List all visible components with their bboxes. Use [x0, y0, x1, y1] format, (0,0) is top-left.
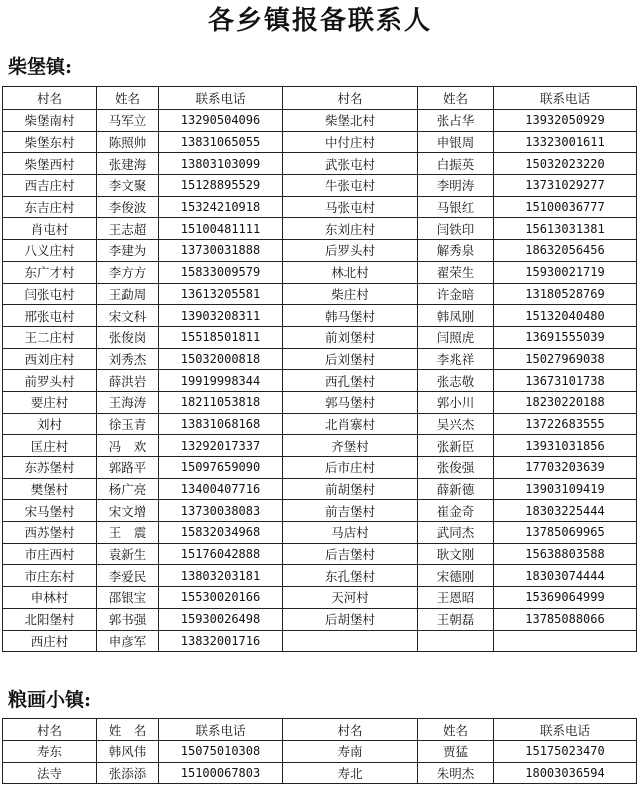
contact-name-cell: 张俊岗	[97, 326, 159, 348]
village-name-cell: 东吉庄村	[3, 196, 97, 218]
village-name-cell: 后刘堡村	[283, 348, 418, 370]
phone-number-cell: 13803103099	[159, 153, 283, 175]
phone-number-cell: 13785088066	[494, 608, 637, 630]
contact-name-cell: 张新臣	[418, 435, 494, 457]
table-header-row	[3, 87, 637, 110]
phone-number-cell: 13180528769	[494, 283, 637, 305]
column-header: 村名	[3, 719, 97, 741]
village-name-cell: 寿东	[3, 741, 97, 763]
contact-name-cell: 张志敬	[418, 370, 494, 392]
contact-name-cell: 马银红	[418, 196, 494, 218]
table-row	[3, 110, 637, 132]
contact-name-cell: 刘秀杰	[97, 348, 159, 370]
village-name-cell: 要庄村	[3, 391, 97, 413]
contact-name-cell	[418, 630, 494, 652]
contact-name-cell: 王海涛	[97, 391, 159, 413]
village-name-cell: 闫张屯村	[3, 283, 97, 305]
contact-name-cell: 马军立	[97, 110, 159, 132]
phone-number-cell: 13785069965	[494, 522, 637, 544]
table-row	[3, 630, 637, 652]
contact-name-cell: 耿文刚	[418, 543, 494, 565]
contact-name-cell: 朱明杰	[418, 762, 494, 784]
contact-name-cell: 闫照虎	[418, 326, 494, 348]
phone-number-cell: 18230220188	[494, 391, 637, 413]
contact-name-cell: 武同杰	[418, 522, 494, 544]
village-name-cell: 东孔堡村	[283, 565, 418, 587]
phone-number-cell: 15930021719	[494, 261, 637, 283]
column-header: 联系电话	[494, 719, 637, 741]
contact-name-cell: 张建海	[97, 153, 159, 175]
village-name-cell: 寿北	[283, 762, 418, 784]
table-row	[3, 608, 637, 630]
phone-number-cell: 13931031856	[494, 435, 637, 457]
column-header: 村名	[283, 719, 418, 741]
phone-number-cell: 19919998344	[159, 370, 283, 392]
table-row	[3, 435, 637, 457]
table-row	[3, 131, 637, 153]
table-row	[3, 543, 637, 565]
village-name-cell: 刘村	[3, 413, 97, 435]
table-row	[3, 370, 637, 392]
village-name-cell: 前刘堡村	[283, 326, 418, 348]
village-name-cell: 西庄村	[3, 630, 97, 652]
village-name-cell: 中付庄村	[283, 131, 418, 153]
table-row	[3, 305, 637, 327]
phone-number-cell: 18003036594	[494, 762, 637, 784]
contact-name-cell: 张添添	[97, 762, 159, 784]
table-row	[3, 522, 637, 544]
phone-number-cell: 15638803588	[494, 543, 637, 565]
village-name-cell: 后罗头村	[283, 240, 418, 262]
contact-name-cell: 许金暗	[418, 283, 494, 305]
phone-number-cell: 18303225444	[494, 500, 637, 522]
contact-name-cell: 贾猛	[418, 741, 494, 763]
village-name-cell: 韩马堡村	[283, 305, 418, 327]
phone-number-cell: 15100036777	[494, 196, 637, 218]
table-row	[3, 413, 637, 435]
village-name-cell: 北阳堡村	[3, 608, 97, 630]
table-row	[3, 500, 637, 522]
table-row	[3, 283, 637, 305]
phone-number-cell	[494, 630, 637, 652]
phone-number-cell: 15833009579	[159, 261, 283, 283]
village-name-cell: 王二庄村	[3, 326, 97, 348]
phone-number-cell: 15075010308	[159, 741, 283, 763]
village-name-cell: 武张屯村	[283, 153, 418, 175]
village-name-cell: 天河村	[283, 587, 418, 609]
phone-number-cell: 13691555039	[494, 326, 637, 348]
phone-number-cell: 13290504096	[159, 110, 283, 132]
phone-number-cell: 18303074444	[494, 565, 637, 587]
village-name-cell: 柴堡西村	[3, 153, 97, 175]
table-row	[3, 326, 637, 348]
village-name-cell: 前胡堡村	[283, 478, 418, 500]
contact-name-cell: 陈照帅	[97, 131, 159, 153]
village-name-cell: 樊堡村	[3, 478, 97, 500]
phone-number-cell: 15032000818	[159, 348, 283, 370]
phone-number-cell: 13731029277	[494, 175, 637, 197]
phone-number-cell: 13831068168	[159, 413, 283, 435]
table-row	[3, 261, 637, 283]
village-name-cell: 齐堡村	[283, 435, 418, 457]
village-name-cell: 柴堡北村	[283, 110, 418, 132]
table-header-row	[3, 719, 637, 741]
phone-number-cell: 13400407716	[159, 478, 283, 500]
phone-number-cell: 15175023470	[494, 741, 637, 763]
contact-name-cell: 李明涛	[418, 175, 494, 197]
village-name-cell: 匡庄村	[3, 435, 97, 457]
phone-number-cell: 15518501811	[159, 326, 283, 348]
contact-name-cell: 王志超	[97, 218, 159, 240]
contact-name-cell: 张占华	[418, 110, 494, 132]
village-name-cell: 市庄西村	[3, 543, 97, 565]
phone-number-cell: 13323001611	[494, 131, 637, 153]
village-name-cell: 邢张屯村	[3, 305, 97, 327]
contact-name-cell: 徐玉青	[97, 413, 159, 435]
village-name-cell: 牛张屯村	[283, 175, 418, 197]
village-name-cell: 寿南	[283, 741, 418, 763]
village-name-cell: 柴堡东村	[3, 131, 97, 153]
phone-number-cell: 15930026498	[159, 608, 283, 630]
village-name-cell: 前罗头村	[3, 370, 97, 392]
village-name-cell: 东苏堡村	[3, 457, 97, 479]
phone-number-cell: 15027969038	[494, 348, 637, 370]
phone-number-cell: 13903109419	[494, 478, 637, 500]
village-name-cell: 后胡堡村	[283, 608, 418, 630]
village-name-cell: 申林村	[3, 587, 97, 609]
column-header: 姓 名	[97, 719, 159, 741]
contact-name-cell: 吴兴杰	[418, 413, 494, 435]
phone-number-cell: 15613031381	[494, 218, 637, 240]
contact-name-cell: 王朝磊	[418, 608, 494, 630]
table-row	[3, 565, 637, 587]
contact-name-cell: 薛新德	[418, 478, 494, 500]
phone-number-cell: 17703203639	[494, 457, 637, 479]
village-name-cell: 西苏堡村	[3, 522, 97, 544]
contact-name-cell: 宋文增	[97, 500, 159, 522]
contact-name-cell: 李俊波	[97, 196, 159, 218]
phone-number-cell: 13903208311	[159, 305, 283, 327]
contact-name-cell: 薛洪岩	[97, 370, 159, 392]
table-row	[3, 196, 637, 218]
contact-name-cell: 郭路平	[97, 457, 159, 479]
table-row	[3, 240, 637, 262]
section-title-lianghua: 粮画小镇:	[8, 689, 92, 711]
phone-number-cell: 18211053818	[159, 391, 283, 413]
phone-number-cell: 15032023220	[494, 153, 637, 175]
phone-number-cell: 15132040480	[494, 305, 637, 327]
village-name-cell: 马张屯村	[283, 196, 418, 218]
phone-number-cell: 15530020166	[159, 587, 283, 609]
phone-number-cell: 13673101738	[494, 370, 637, 392]
village-name-cell	[283, 630, 418, 652]
section-title-chaibao: 柴堡镇:	[8, 56, 73, 78]
phone-number-cell: 15176042888	[159, 543, 283, 565]
village-name-cell: 东刘庄村	[283, 218, 418, 240]
village-name-cell: 马店村	[283, 522, 418, 544]
contact-name-cell: 王勐周	[97, 283, 159, 305]
phone-number-cell: 13722683555	[494, 413, 637, 435]
contact-name-cell: 郭书强	[97, 608, 159, 630]
contact-name-cell: 李方方	[97, 261, 159, 283]
contact-name-cell: 闫铁印	[418, 218, 494, 240]
village-name-cell: 西刘庄村	[3, 348, 97, 370]
phone-number-cell: 13932050929	[494, 110, 637, 132]
phone-number-cell: 13613205581	[159, 283, 283, 305]
village-name-cell: 东广才村	[3, 261, 97, 283]
phone-number-cell: 15100067803	[159, 762, 283, 784]
column-header: 村名	[3, 87, 97, 110]
phone-number-cell: 15832034968	[159, 522, 283, 544]
village-name-cell: 后吉堡村	[283, 543, 418, 565]
phone-number-cell: 18632056456	[494, 240, 637, 262]
village-name-cell: 郭马堡村	[283, 391, 418, 413]
contact-name-cell: 申银周	[418, 131, 494, 153]
phone-number-cell: 13803203181	[159, 565, 283, 587]
village-name-cell: 北肖寨村	[283, 413, 418, 435]
contact-name-cell: 解秀泉	[418, 240, 494, 262]
column-header: 姓名	[418, 719, 494, 741]
column-header: 联系电话	[159, 719, 283, 741]
village-name-cell: 八义庄村	[3, 240, 97, 262]
village-name-cell: 柴庄村	[283, 283, 418, 305]
contact-name-cell: 韩风伟	[97, 741, 159, 763]
contact-name-cell: 崔金奇	[418, 500, 494, 522]
village-name-cell: 宋马堡村	[3, 500, 97, 522]
contact-name-cell: 申彦军	[97, 630, 159, 652]
village-name-cell: 肖屯村	[3, 218, 97, 240]
village-name-cell: 柴堡南村	[3, 110, 97, 132]
column-header: 联系电话	[494, 87, 637, 110]
contact-name-cell: 王恩昭	[418, 587, 494, 609]
contact-name-cell: 袁新生	[97, 543, 159, 565]
column-header: 姓名	[418, 87, 494, 110]
table-row	[3, 762, 637, 784]
contact-name-cell: 翟荣生	[418, 261, 494, 283]
contact-name-cell: 韩凤刚	[418, 305, 494, 327]
contact-name-cell: 白振英	[418, 153, 494, 175]
table-row	[3, 153, 637, 175]
phone-number-cell: 13831065055	[159, 131, 283, 153]
phone-number-cell: 13832001716	[159, 630, 283, 652]
table-row	[3, 457, 637, 479]
contact-name-cell: 李文聚	[97, 175, 159, 197]
table-row	[3, 587, 637, 609]
table-row	[3, 218, 637, 240]
table-row	[3, 478, 637, 500]
village-name-cell: 市庄东村	[3, 565, 97, 587]
village-name-cell: 后市庄村	[283, 457, 418, 479]
village-name-cell: 法寺	[3, 762, 97, 784]
table-row	[3, 348, 637, 370]
table-row	[3, 391, 637, 413]
column-header: 姓名	[97, 87, 159, 110]
phone-number-cell: 15369064999	[494, 587, 637, 609]
contact-name-cell: 李爱民	[97, 565, 159, 587]
village-name-cell: 林北村	[283, 261, 418, 283]
contact-name-cell: 张俊强	[418, 457, 494, 479]
phone-number-cell: 15324210918	[159, 196, 283, 218]
village-name-cell: 西孔堡村	[283, 370, 418, 392]
contact-name-cell: 王 震	[97, 522, 159, 544]
contact-table-chaibao	[2, 86, 637, 652]
phone-number-cell: 13730031888	[159, 240, 283, 262]
contact-name-cell: 冯 欢	[97, 435, 159, 457]
contact-name-cell: 宋德刚	[418, 565, 494, 587]
phone-number-cell: 15128895529	[159, 175, 283, 197]
contact-table-lianghua	[2, 718, 637, 784]
column-header: 村名	[283, 87, 418, 110]
phone-number-cell: 13292017337	[159, 435, 283, 457]
village-name-cell: 西吉庄村	[3, 175, 97, 197]
contact-name-cell: 李建为	[97, 240, 159, 262]
phone-number-cell: 13730038083	[159, 500, 283, 522]
contact-name-cell: 李兆祥	[418, 348, 494, 370]
village-name-cell: 前吉堡村	[283, 500, 418, 522]
contact-name-cell: 邵银宝	[97, 587, 159, 609]
phone-number-cell: 15100481111	[159, 218, 283, 240]
column-header: 联系电话	[159, 87, 283, 110]
phone-number-cell: 15097659090	[159, 457, 283, 479]
contact-name-cell: 郭小川	[418, 391, 494, 413]
contact-name-cell: 宋文科	[97, 305, 159, 327]
contact-name-cell: 杨广亮	[97, 478, 159, 500]
table-row	[3, 175, 637, 197]
page-title: 各乡镇报备联系人	[207, 6, 432, 36]
table-row	[3, 741, 637, 763]
